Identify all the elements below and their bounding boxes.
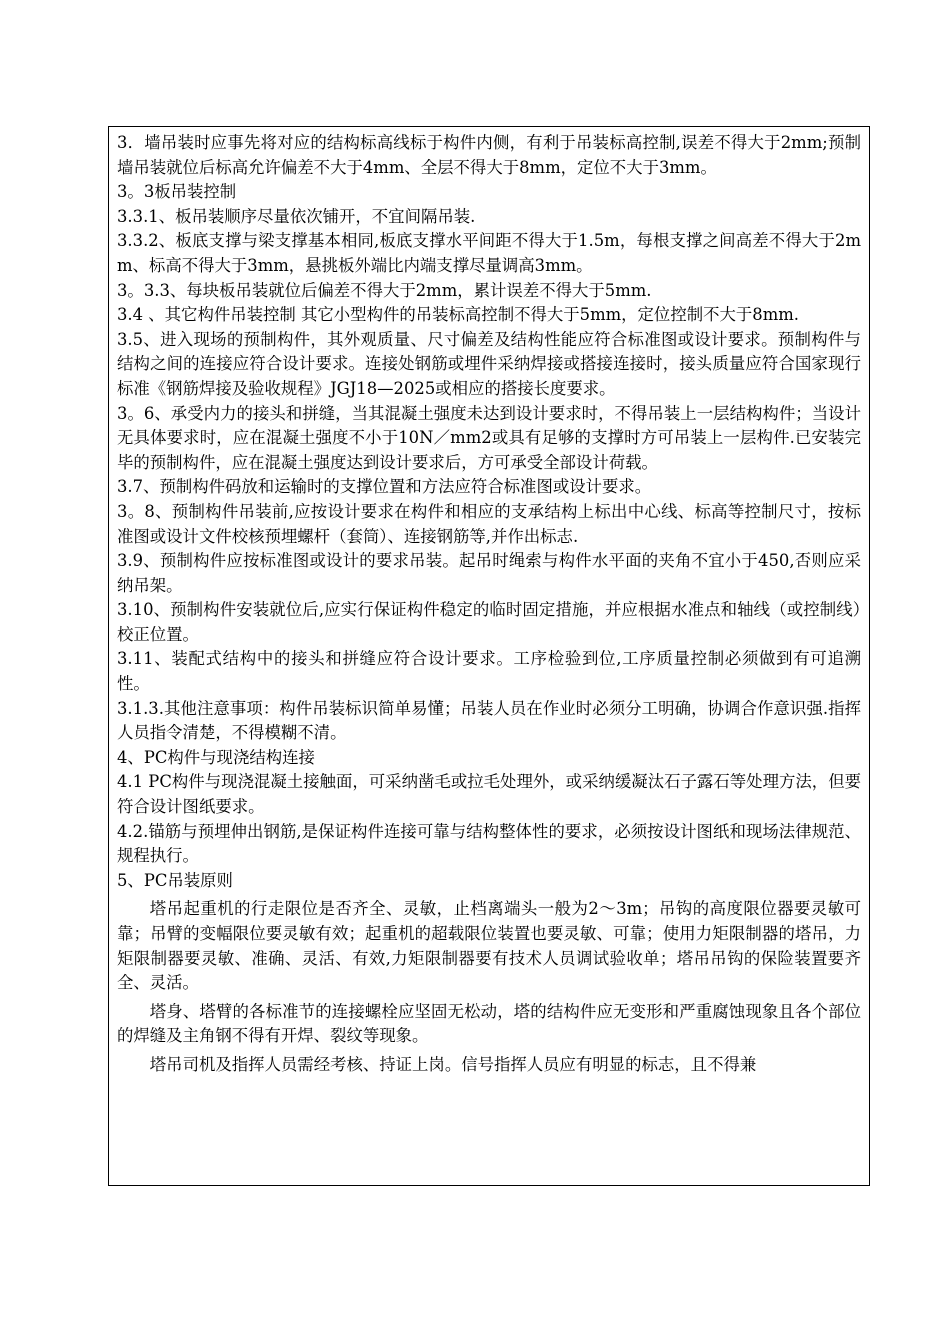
paragraph-tower-bolts: 塔身、塔臂的各标准节的连接螺栓应坚固无松动，塔的结构件应无变形和严重腐蚀现象且各个部位的焊缝及主角钢不得有开焊、裂纹等现象。 bbox=[117, 1001, 861, 1046]
heading-4-pc-connection: 4、PC构件与现浇结构连接 bbox=[117, 747, 315, 767]
paragraph-3-8: 3。8、预制构件吊装前,应按设计要求在构件和相应的支承结构上标出中心线、标高等控制尺寸，按标准图或设计文件校核预埋螺杆（套筒）、连接钢筋等,并作出标志. bbox=[117, 501, 861, 546]
paragraph-3-11: 3.11、装配式结构中的接头和拼缝应符合设计要求。工序检验到位,工序质量控制必须做到有可追溯性。 bbox=[117, 649, 861, 694]
paragraph-3-3-1: 3.3.1、板吊装顺序尽量依次铺开，不宜间隔吊装. bbox=[117, 206, 476, 226]
paragraph-crane-limits: 塔吊起重机的行走限位是否齐全、灵敏，止档离端头一般为2～3m；吊钩的高度限位器要灵敏可靠；吊臂的变幅限位要灵敏有效；起重机的超载限位装置也要灵敏、可靠；使用力矩限制器的塔吊，力矩限制器要灵敏、准确、灵活、有效,力矩限制器要有技术人员调试验收单；塔吊吊钩的保险装置要齐全、灵活。 bbox=[117, 899, 861, 993]
paragraph-3-5: 3.5、进入现场的预制构件，其外观质量、尺寸偏差及结构性能应符合标准图或设计要求。预制构件与结构之间的连接应符合设计要求。连接处钢筋或埋件采纳焊接或搭接连接时，接头质量应符合国家现行标准《钢筋焊接及验收规程》JGJ18—2025或相应的搭接长度要求。 bbox=[117, 329, 861, 398]
document-body bbox=[109, 127, 869, 1078]
paragraph-3-3-2: 3.3.2、板底支撑与梁支撑基本相同,板底支撑水平间距不得大于1.5m，每根支撑之间高差不得大于2mm、标高不得大于3mm，悬挑板外端比内端支撑尽量调高3mm。 bbox=[117, 231, 861, 275]
heading-5-pc-hoisting-principles: 5、PC吊装原则 bbox=[117, 870, 233, 890]
document-table-cell bbox=[108, 126, 870, 1186]
paragraph-3-7: 3.7、预制构件码放和运输时的支撑位置和方法应符合标准图或设计要求。 bbox=[117, 477, 652, 497]
paragraph-3-9: 3.9、预制构件应按标准图或设计的要求吊装。起吊时绳索与构件水平面的夹角不宜小于450,否则应采纳吊架。 bbox=[117, 551, 861, 595]
paragraph-3-wall-hoisting: 3．墙吊装时应事先将对应的结构标高线标于构件内侧，有利于吊装标高控制,误差不得大于2mm;预制墙吊装就位后标高允许偏差不大于4mm、全层不得大于8mm，定位不大于3mm。 bbox=[117, 133, 861, 177]
paragraph-4-2: 4.2.锚筋与预埋伸出钢筋,是保证构件连接可靠与结构整体性的要求，必须按设计图纸和现场法律规范、规程执行。 bbox=[117, 821, 861, 866]
paragraph-3-4: 3.4 、其它构件吊装控制 其它小型构件的吊装标高控制不得大于5mm，定位控制不大于8mm. bbox=[117, 305, 800, 325]
paragraph-3-3-3: 3。3.3、每块板吊装就位后偏差不得大于2mm，累计误差不得大于5mm. bbox=[117, 280, 652, 300]
paragraph-3-1-3: 3.1.3.其他注意事项：构件吊装标识简单易懂；吊装人员在作业时必须分工明确，协调合作意识强.指挥人员指令清楚，不得模糊不清。 bbox=[117, 698, 861, 743]
paragraph-3-10: 3.10、预制构件安装就位后,应实行保证构件稳定的临时固定措施，并应根据水准点和轴线（或控制线）校正位置。 bbox=[117, 600, 861, 644]
heading-3-3-slab-hoisting: 3。3板吊装控制 bbox=[117, 182, 237, 202]
paragraph-crane-operators: 塔吊司机及指挥人员需经考核、持证上岗。信号指挥人员应有明显的标志，且不得兼 bbox=[149, 1054, 757, 1074]
paragraph-4-1: 4.1 PC构件与现浇混凝土接触面，可采纳凿毛或拉毛处理外，或采纳缓凝汰石子露石等处理方法，但要符合设计图纸要求。 bbox=[117, 772, 861, 817]
paragraph-3-6: 3。6、承受内力的接头和拼缝，当其混凝土强度未达到设计要求时，不得吊装上一层结构构件；当设计无具体要求时，应在混凝土强度不小于10N／mm2或具有足够的支撑时方可吊装上一层构件.已安装完毕的预制构件，应在混凝土强度达到设计要求后，方可承受全部设计荷载。 bbox=[117, 403, 861, 472]
